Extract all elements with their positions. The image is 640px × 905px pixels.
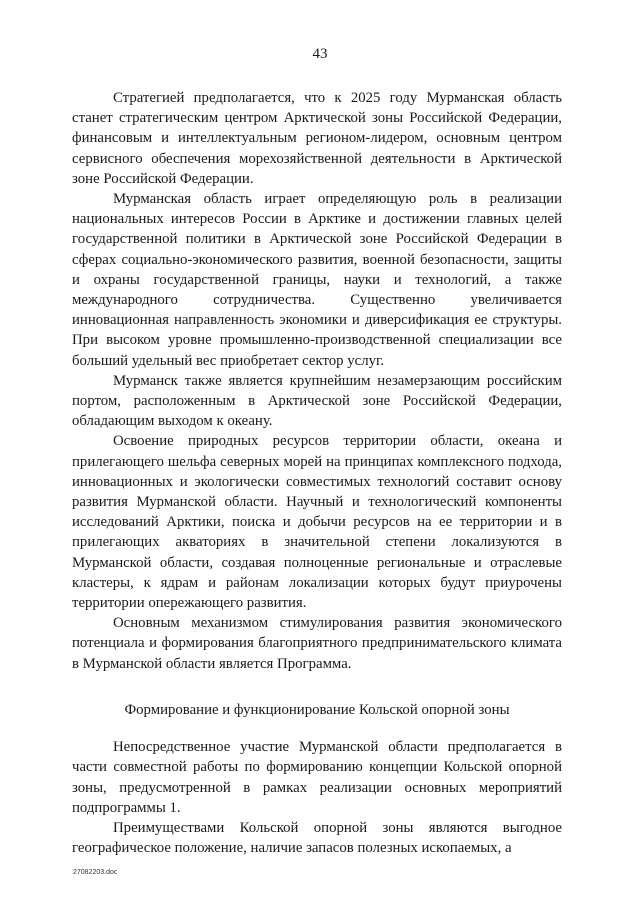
paragraph-kola-advantages: Преимуществами Кольской опорной зоны являются выгодное географическое положение, наличие запасов полезных ископаемых, а (72, 819, 562, 857)
section-heading: Формирование и функционирование Кольской опорной зоны (124, 701, 510, 718)
document-body (72, 88, 562, 858)
paragraph-strategy-2025: Стратегией предполагается, что к 2025 году Мурманская область станет стратегическим центром Арктической зоны Российской Федерации, финансовым и интеллектуальным регионом-лидером, основным центром сервисного обеспечения морехозяйственной деятельности в Арктической зоне Российской Федерации. (72, 90, 562, 187)
paragraph-kola-participation: Непосредственное участие Мурманской области предполагается в части совместной работы по формированию концепции Кольской опорной зоны, предусмотренной в рамках реализации основных мероприятий подпрограммы 1. (72, 739, 562, 816)
paragraph-murmansk-port: Мурманск также является крупнейшим незамерзающим российским портом, расположенным в Арктической зоне Российской Федерации, обладающим выходом к океану. (72, 372, 562, 430)
paragraph-program-mechanism: Основным механизмом стимулирования развития экономического потенциала и формирования благоприятного предпринимательского климата в Мурманской области является Программа. (72, 615, 562, 672)
paragraph-resource-development: Освоение природных ресурсов территории области, океана и прилегающего шельфа северных морей на принципах комплексного подхода, инновационных и экологически совместимых технологий составит основу развития Мурманской области. Научный и технологический компоненты исследований Арктики, поиска и добычи ресурсов на ее территории и в прилегающих акваториях в значительной степени локализуются в Мурманской области, создавая полноценные региональные и отраслевые кластеры, к ядрам и районам локализации которых будут приурочены территории опережающего развития. (72, 433, 562, 612)
paragraph-murmansk-role: Мурманская область играет определяющую роль в реализации национальных интересов России в Арктике и достижении главных целей государственной политики в Арктической зоне Российской Федерации в сферах социально-экономического развития, военной безопасности, защиты и охраны государственной границы, науки и технологий, а также международного сотрудничества. Существенно увеличивается инновационная направленность экономики и диверсификация ее структуры. При высоком уровне промышленно-производственной специализации все больший удельный вес приобретает сектор услуг. (72, 191, 562, 369)
footer-filename: 27082203.doc (73, 869, 118, 876)
page-number: 43 (312, 46, 328, 62)
